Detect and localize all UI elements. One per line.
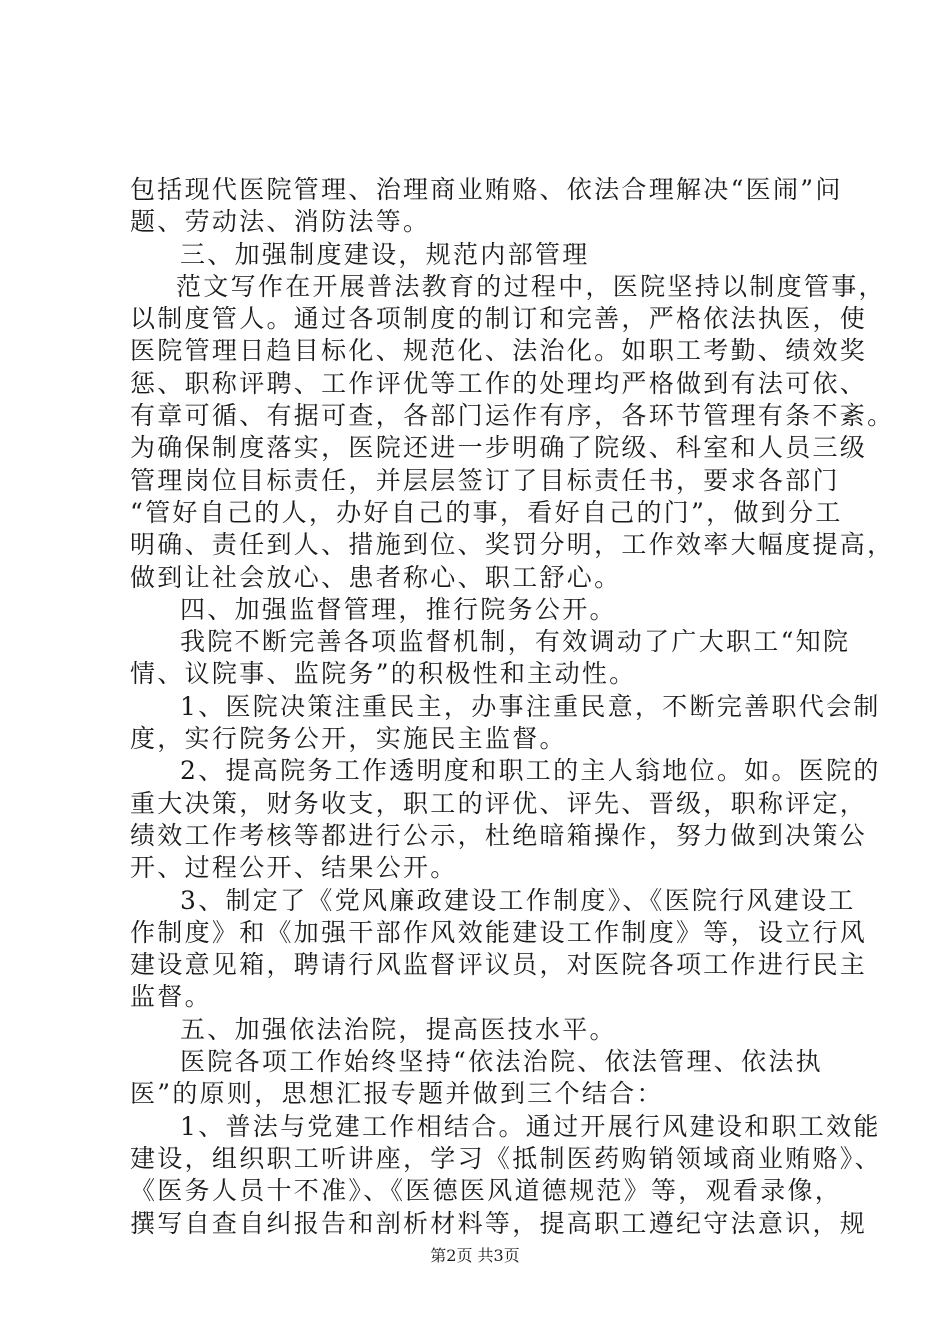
text-line: 医院各项工作始终坚持“依法治院、依法管理、依法执 xyxy=(180,1047,823,1077)
text-line: 3、制定了《党风廉政建设工作制度》、《医院行风建设工 xyxy=(180,885,856,915)
text-line: 四、加强监督管理，推行院务公开。 xyxy=(180,594,617,624)
text-line: 建设，组织职工听讲座，学习《抵制医药购销领域商业贿赂》、 xyxy=(130,1143,882,1173)
text-line: 医院管理日趋目标化、规范化、法治化。如职工考勤、绩效奖 xyxy=(130,336,868,366)
text-line: 度，实行院务公开，实施民主监督。 xyxy=(130,724,567,754)
text-line: 重大决策，财务收支，职工的评优、评先、晋级，职称评定， xyxy=(130,788,868,818)
text-line: 范文写作在开展普法教育的过程中，医院坚持以制度管事， xyxy=(176,271,886,301)
text-line: 绩效工作考核等都进行公示，杜绝暗箱操作，努力做到决策公 xyxy=(130,820,868,850)
text-line: 以制度管人。通过各项制度的制订和完善，严格依法执医，使 xyxy=(130,304,868,334)
text-line: 三、加强制度建设，规范内部管理 xyxy=(180,239,590,269)
text-line: 题、劳动法、消防法等。 xyxy=(130,207,431,237)
text-line: “管好自己的人，办好自己的事，看好自己的门”，做到分工 xyxy=(130,497,843,527)
text-line: 为确保制度落实，医院还进一步明确了院级、科室和人员三级 xyxy=(130,433,868,463)
text-line: 《医务人员十不准》、《医德医风道德规范》等，观看录像， xyxy=(130,1176,843,1206)
text-line: 1、普法与党建工作相结合。通过开展行风建设和职工效能 xyxy=(180,1111,881,1141)
text-line: 监督。 xyxy=(130,982,212,1012)
text-line: 做到让社会放心、患者称心、职工舒心。 xyxy=(130,562,622,592)
text-line: 包括现代医院管理、治理商业贿赂、依法合理解决“医闹”问 xyxy=(130,175,843,204)
text-line: 建设意见箱，聘请行风监督评议员，对医院各项工作进行民主 xyxy=(130,950,868,980)
text-line: 2、提高院务工作透明度和职工的主人翁地位。如。医院的 xyxy=(180,756,881,786)
text-line: 我院不断完善各项监督机制，有效调动了广大职工“知院 xyxy=(180,627,851,657)
text-line: 管理岗位目标责任，并层层签订了目标责任书，要求各部门 xyxy=(130,465,840,495)
text-line: 有章可循、有据可查，各部门运作有序，各环节管理有条不紊。 xyxy=(130,401,895,431)
text-line: 1、医院决策注重民主，办事注重民意，不断完善职代会制 xyxy=(180,691,881,721)
text-line: 开、过程公开、结果公开。 xyxy=(130,853,458,883)
text-line: 医”的原则，思想汇报专题并做到三个结合： xyxy=(130,1079,664,1109)
text-line: 五、加强依法治院，提高医技水平。 xyxy=(180,1014,617,1044)
document-body xyxy=(130,174,895,1240)
page-footer: 第2页 共3页 xyxy=(430,1246,520,1265)
text-line: 明确、责任到人、措施到位、奖罚分明，工作效率大幅度提高， xyxy=(130,530,895,560)
text-line: 撰写自查自纠报告和剖析材料等，提高职工遵纪守法意识，规 xyxy=(130,1208,868,1238)
text-line: 情、议院事、监院务”的积极性和主动性。 xyxy=(130,659,637,689)
text-line: 惩、职称评聘、工作评优等工作的处理均严格做到有法可依、 xyxy=(130,368,868,398)
text-line: 作制度》和《加强干部作风效能建设工作制度》等，设立行风 xyxy=(130,917,868,947)
